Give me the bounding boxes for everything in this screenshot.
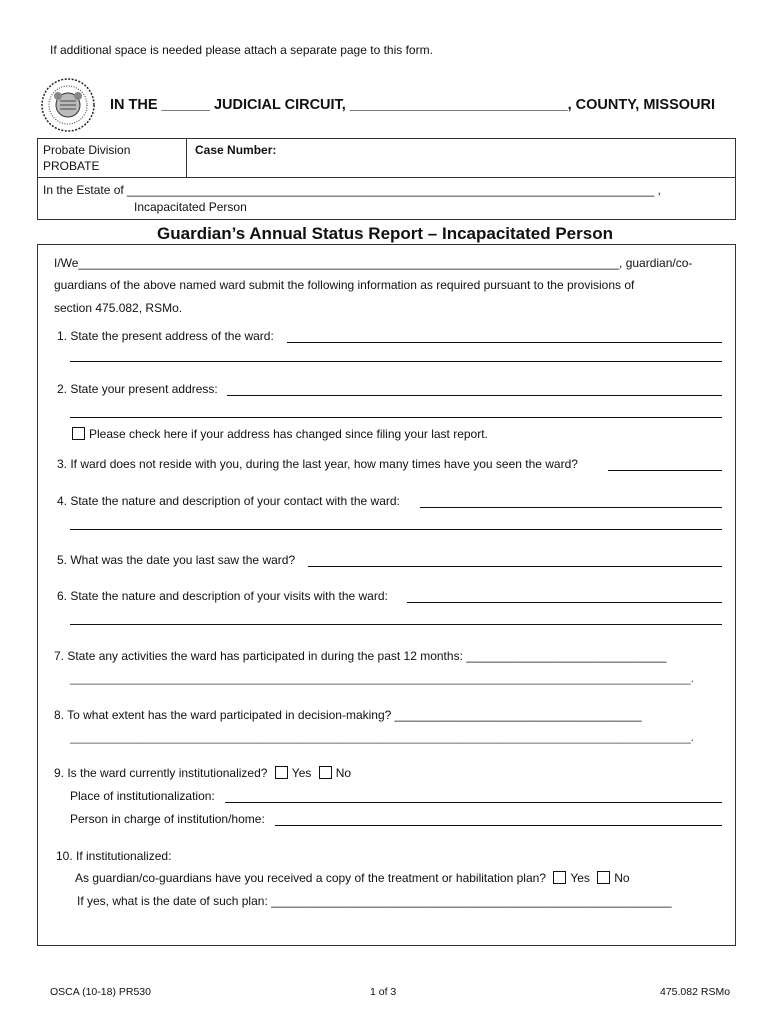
report-body-box	[37, 244, 736, 946]
visit-count-field[interactable]	[608, 470, 722, 471]
last-visit-date-field[interactable]	[308, 566, 722, 567]
question-4-label: 4. State the nature and description of your contact with the ward:	[57, 494, 400, 508]
page-number: 1 of 3	[370, 986, 397, 998]
form-code: OSCA (10-18) PR530	[50, 986, 151, 998]
guardian-address-field-line2[interactable]	[70, 417, 722, 418]
court-heading: IN THE ______ JUDICIAL CIRCUIT, ___________________________, COUNTY, MISSOURI	[110, 97, 716, 113]
question-1-label: 1. State the present address of the ward:	[57, 329, 274, 343]
activities-field-line2[interactable]: _____________________________________________________________________________________________.	[70, 671, 694, 685]
institution-person-label: Person in charge of institution/home:	[70, 812, 265, 826]
question-3-label: 3. If ward does not reside with you, during the last year, how many times have you seen the ward?	[57, 457, 578, 471]
institutionalized-no-checkbox[interactable]	[319, 766, 332, 779]
question-5-label: 5. What was the date you last saw the ward?	[57, 553, 296, 567]
address-changed-option[interactable]	[72, 427, 488, 441]
guardian-address-field[interactable]	[227, 395, 722, 396]
ward-address-field-line2[interactable]	[70, 361, 722, 362]
contact-description-field-line2[interactable]	[70, 529, 722, 530]
ward-address-field[interactable]	[287, 342, 722, 343]
guardian-name-field[interactable]: I/We_________________________________________________________________________________, guardian/co-	[54, 256, 693, 270]
division-cell	[38, 139, 187, 178]
decision-making-field[interactable]: 8. To what extent has the ward participated in decision-making? _____________________________________	[54, 708, 642, 722]
treatment-plan-yes-label: Yes	[570, 871, 590, 885]
address-changed-label: Please check here if your address has changed since filing your last report.	[89, 427, 488, 441]
probate-label: PROBATE	[43, 159, 100, 173]
question-10-label: 10. If institutionalized:	[56, 849, 172, 863]
intro-text-line2: guardians of the above named ward submit the following information as required pursuant to the provisions of	[54, 278, 635, 292]
division-label: Probate Division	[43, 143, 131, 157]
estate-of-field[interactable]: In the Estate of _______________________________________________________________________________ ,	[43, 183, 661, 197]
question-9-row	[54, 766, 351, 780]
treatment-plan-no-checkbox[interactable]	[597, 871, 610, 884]
treatment-plan-row	[75, 871, 630, 885]
treatment-plan-yes-checkbox[interactable]	[553, 871, 566, 884]
incapacitated-person-label: Incapacitated Person	[134, 200, 247, 214]
top-note: If additional space is needed please attach a separate page to this form.	[50, 43, 433, 57]
visit-description-field[interactable]	[407, 602, 722, 603]
contact-description-field[interactable]	[420, 507, 722, 508]
institutionalized-yes-label: Yes	[291, 766, 312, 780]
intro-text-line3: section 475.082, RSMo.	[54, 301, 183, 315]
address-changed-checkbox[interactable]	[72, 427, 85, 440]
institution-place-label: Place of institutionalization:	[70, 789, 215, 803]
case-number-cell[interactable]	[187, 139, 735, 178]
activities-field[interactable]: 7. State any activities the ward has participated in during the past 12 months: ______________________________	[54, 649, 667, 663]
institutionalized-no-label: No	[335, 766, 352, 780]
treatment-plan-label: As guardian/co-guardians have you received a copy of the treatment or habilitation plan?	[75, 871, 546, 885]
statute-reference: 475.082 RSMo	[660, 986, 731, 998]
visit-description-field-line2[interactable]	[70, 624, 722, 625]
decision-making-field-line2[interactable]: _____________________________________________________________________________________________.	[70, 730, 694, 744]
institution-person-field[interactable]	[275, 825, 722, 826]
form-title: Guardian’s Annual Status Report – Incapacitated Person	[157, 224, 613, 243]
plan-date-field[interactable]: If yes, what is the date of such plan: ____________________________________________________________	[77, 894, 672, 908]
question-9-label: 9. Is the ward currently institutionalized?	[54, 766, 268, 780]
institutionalized-yes-checkbox[interactable]	[275, 766, 288, 779]
treatment-plan-no-label: No	[614, 871, 630, 885]
question-2-label: 2. State your present address:	[57, 382, 218, 396]
question-6-label: 6. State the nature and description of your visits with the ward:	[57, 589, 388, 603]
case-header-box	[37, 138, 736, 220]
case-number-label: Case Number:	[195, 143, 277, 157]
state-seal-icon	[38, 76, 102, 134]
institution-place-field[interactable]	[225, 802, 722, 803]
